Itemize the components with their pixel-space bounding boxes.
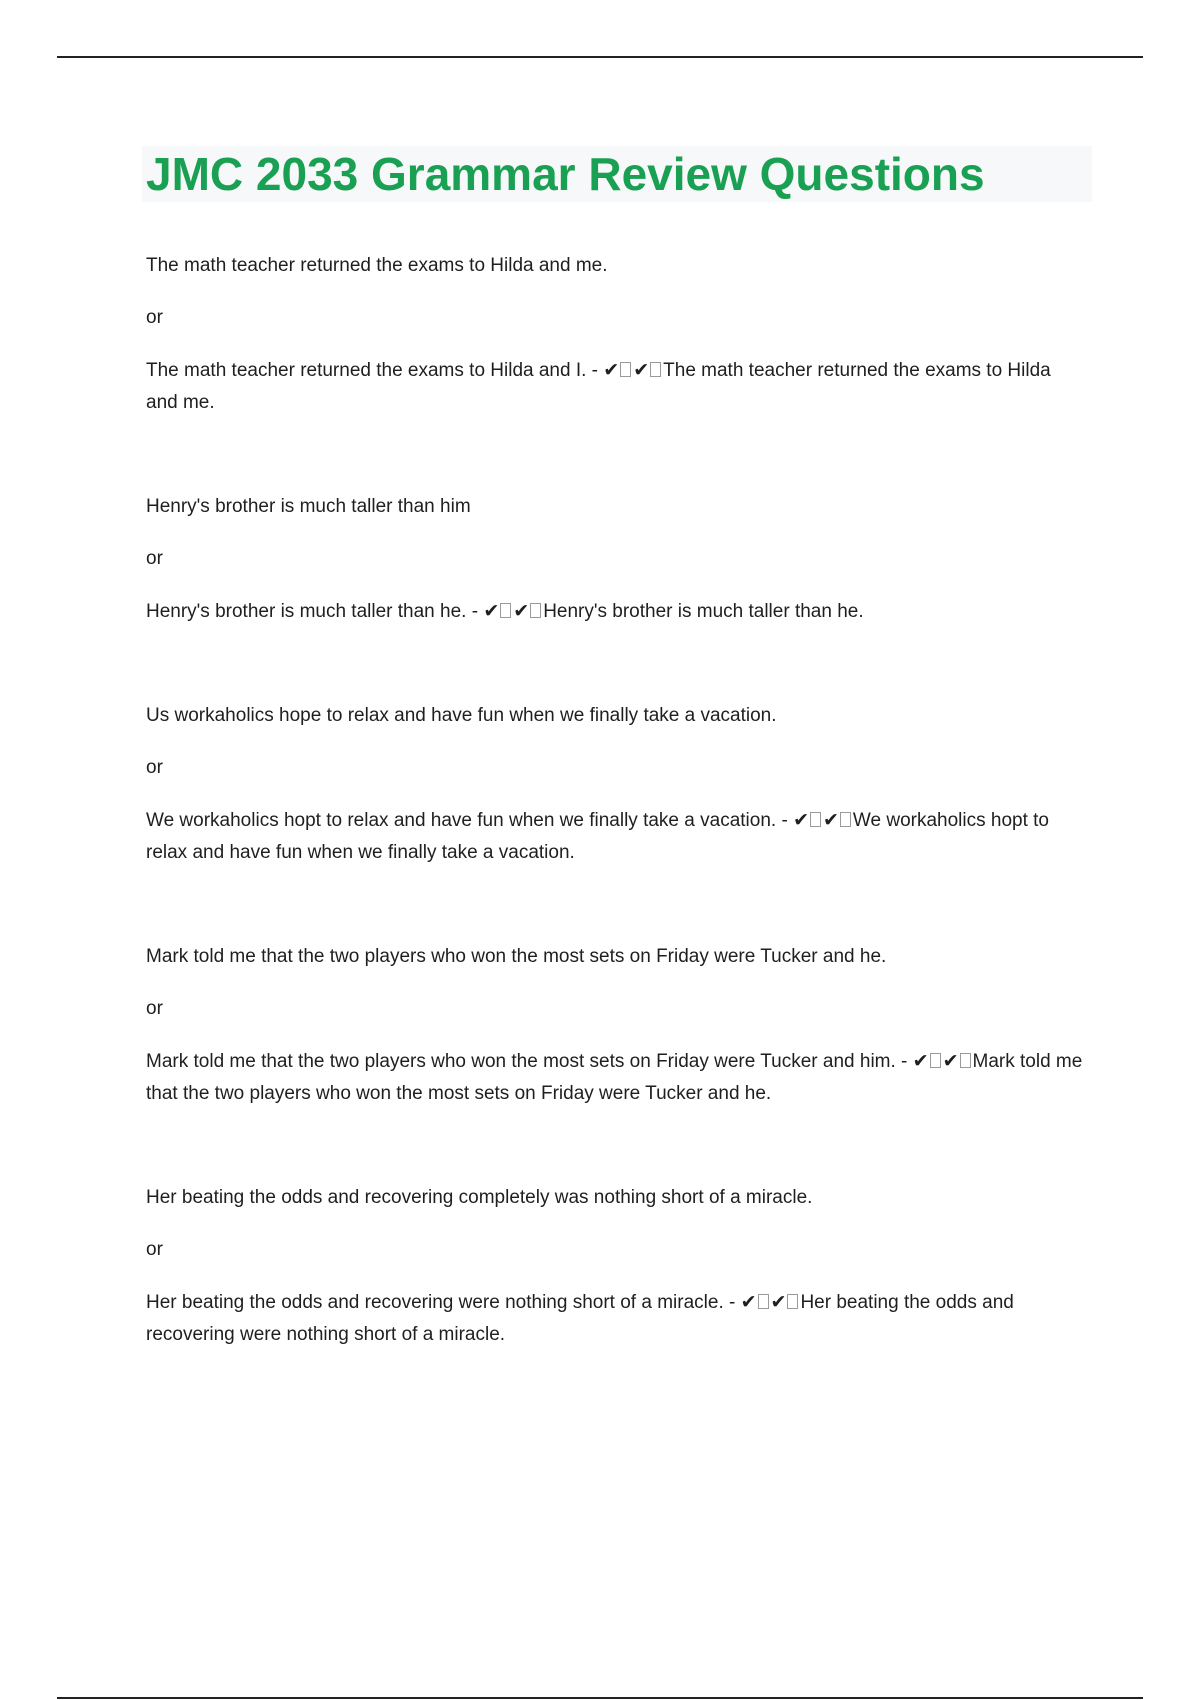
answer-prefix: - xyxy=(776,810,794,831)
bottom-rule xyxy=(57,1697,1143,1699)
check-mark-icon: ✔ xyxy=(513,600,530,622)
missing-glyph-box-icon xyxy=(620,362,631,377)
check-mark-icon: ✔ xyxy=(633,359,650,381)
question-item xyxy=(146,941,1086,1110)
option-b-text: We workaholics hopt to relax and have fun when we finally take a vacation. xyxy=(146,810,777,831)
answer-prefix: - xyxy=(723,1292,741,1313)
question-item xyxy=(146,250,1086,419)
question-item xyxy=(146,1182,1086,1351)
missing-glyph-box-icon xyxy=(758,1294,769,1309)
check-mark-icon: ✔ xyxy=(942,1050,959,1072)
answer-text: Henry's brother is much taller than he. xyxy=(543,601,864,622)
missing-glyph-box-icon xyxy=(500,603,511,618)
missing-glyph-box-icon xyxy=(960,1053,971,1068)
check-mark-icon: ✔ xyxy=(793,809,809,831)
option-a: Henry's brother is much taller than him xyxy=(146,496,471,517)
top-rule xyxy=(57,56,1143,58)
answer-text: The math teacher returned the exams to Hilda and me. xyxy=(146,360,1051,413)
check-mark-icon: ✔ xyxy=(603,359,620,381)
question-item xyxy=(146,700,1086,869)
option-b-with-answer xyxy=(146,1045,1086,1110)
answer-prefix: - xyxy=(466,601,484,622)
option-b-text: The math teacher returned the exams to Hilda and I. xyxy=(146,360,587,381)
option-a: Us workaholics hope to relax and have fun when we finally take a vacation. xyxy=(146,705,777,726)
missing-glyph-box-icon xyxy=(530,603,541,618)
questions-list xyxy=(146,250,1086,1423)
missing-glyph-box-icon xyxy=(810,812,821,827)
answer-text: Mark told me that the two players who won the most sets on Friday were Tucker and he. xyxy=(146,1051,1083,1104)
or-separator: or xyxy=(146,548,163,569)
option-b-with-answer xyxy=(146,804,1086,869)
missing-glyph-box-icon xyxy=(650,362,661,377)
answer-text: Her beating the odds and recovering were nothing short of a miracle. xyxy=(146,1292,1014,1345)
option-b-text: Her beating the odds and recovering were nothing short of a miracle. xyxy=(146,1292,724,1313)
check-mark-icon: ✔ xyxy=(740,1291,757,1313)
option-a: Her beating the odds and recovering completely was nothing short of a miracle. xyxy=(146,1187,813,1208)
answer-prefix: - xyxy=(586,360,604,381)
or-separator: or xyxy=(146,307,163,328)
check-mark-icon: ✔ xyxy=(483,600,500,622)
option-a: The math teacher returned the exams to Hilda and me. xyxy=(146,255,608,276)
answer-text: We workaholics hopt to relax and have fun when we finally take a vacation. xyxy=(146,810,1049,863)
option-b-with-answer xyxy=(146,1286,1086,1351)
question-item xyxy=(146,491,1086,628)
check-mark-icon: ✔ xyxy=(912,1050,929,1072)
option-b-text: Mark told me that the two players who won the most sets on Friday were Tucker and him. xyxy=(146,1051,896,1072)
or-separator: or xyxy=(146,1239,163,1260)
check-mark-icon: ✔ xyxy=(823,809,839,831)
check-mark-icon: ✔ xyxy=(770,1291,787,1313)
answer-prefix: - xyxy=(895,1051,913,1072)
page-title: JMC 2033 Grammar Review Questions xyxy=(146,148,985,200)
option-b-with-answer xyxy=(146,354,1086,419)
missing-glyph-box-icon xyxy=(840,812,851,827)
or-separator: or xyxy=(146,998,163,1019)
option-b-text: Henry's brother is much taller than he. xyxy=(146,601,467,622)
option-b-with-answer xyxy=(146,595,1086,628)
or-separator: or xyxy=(146,757,163,778)
missing-glyph-box-icon xyxy=(787,1294,798,1309)
option-a: Mark told me that the two players who won the most sets on Friday were Tucker and he. xyxy=(146,946,887,967)
missing-glyph-box-icon xyxy=(930,1053,941,1068)
